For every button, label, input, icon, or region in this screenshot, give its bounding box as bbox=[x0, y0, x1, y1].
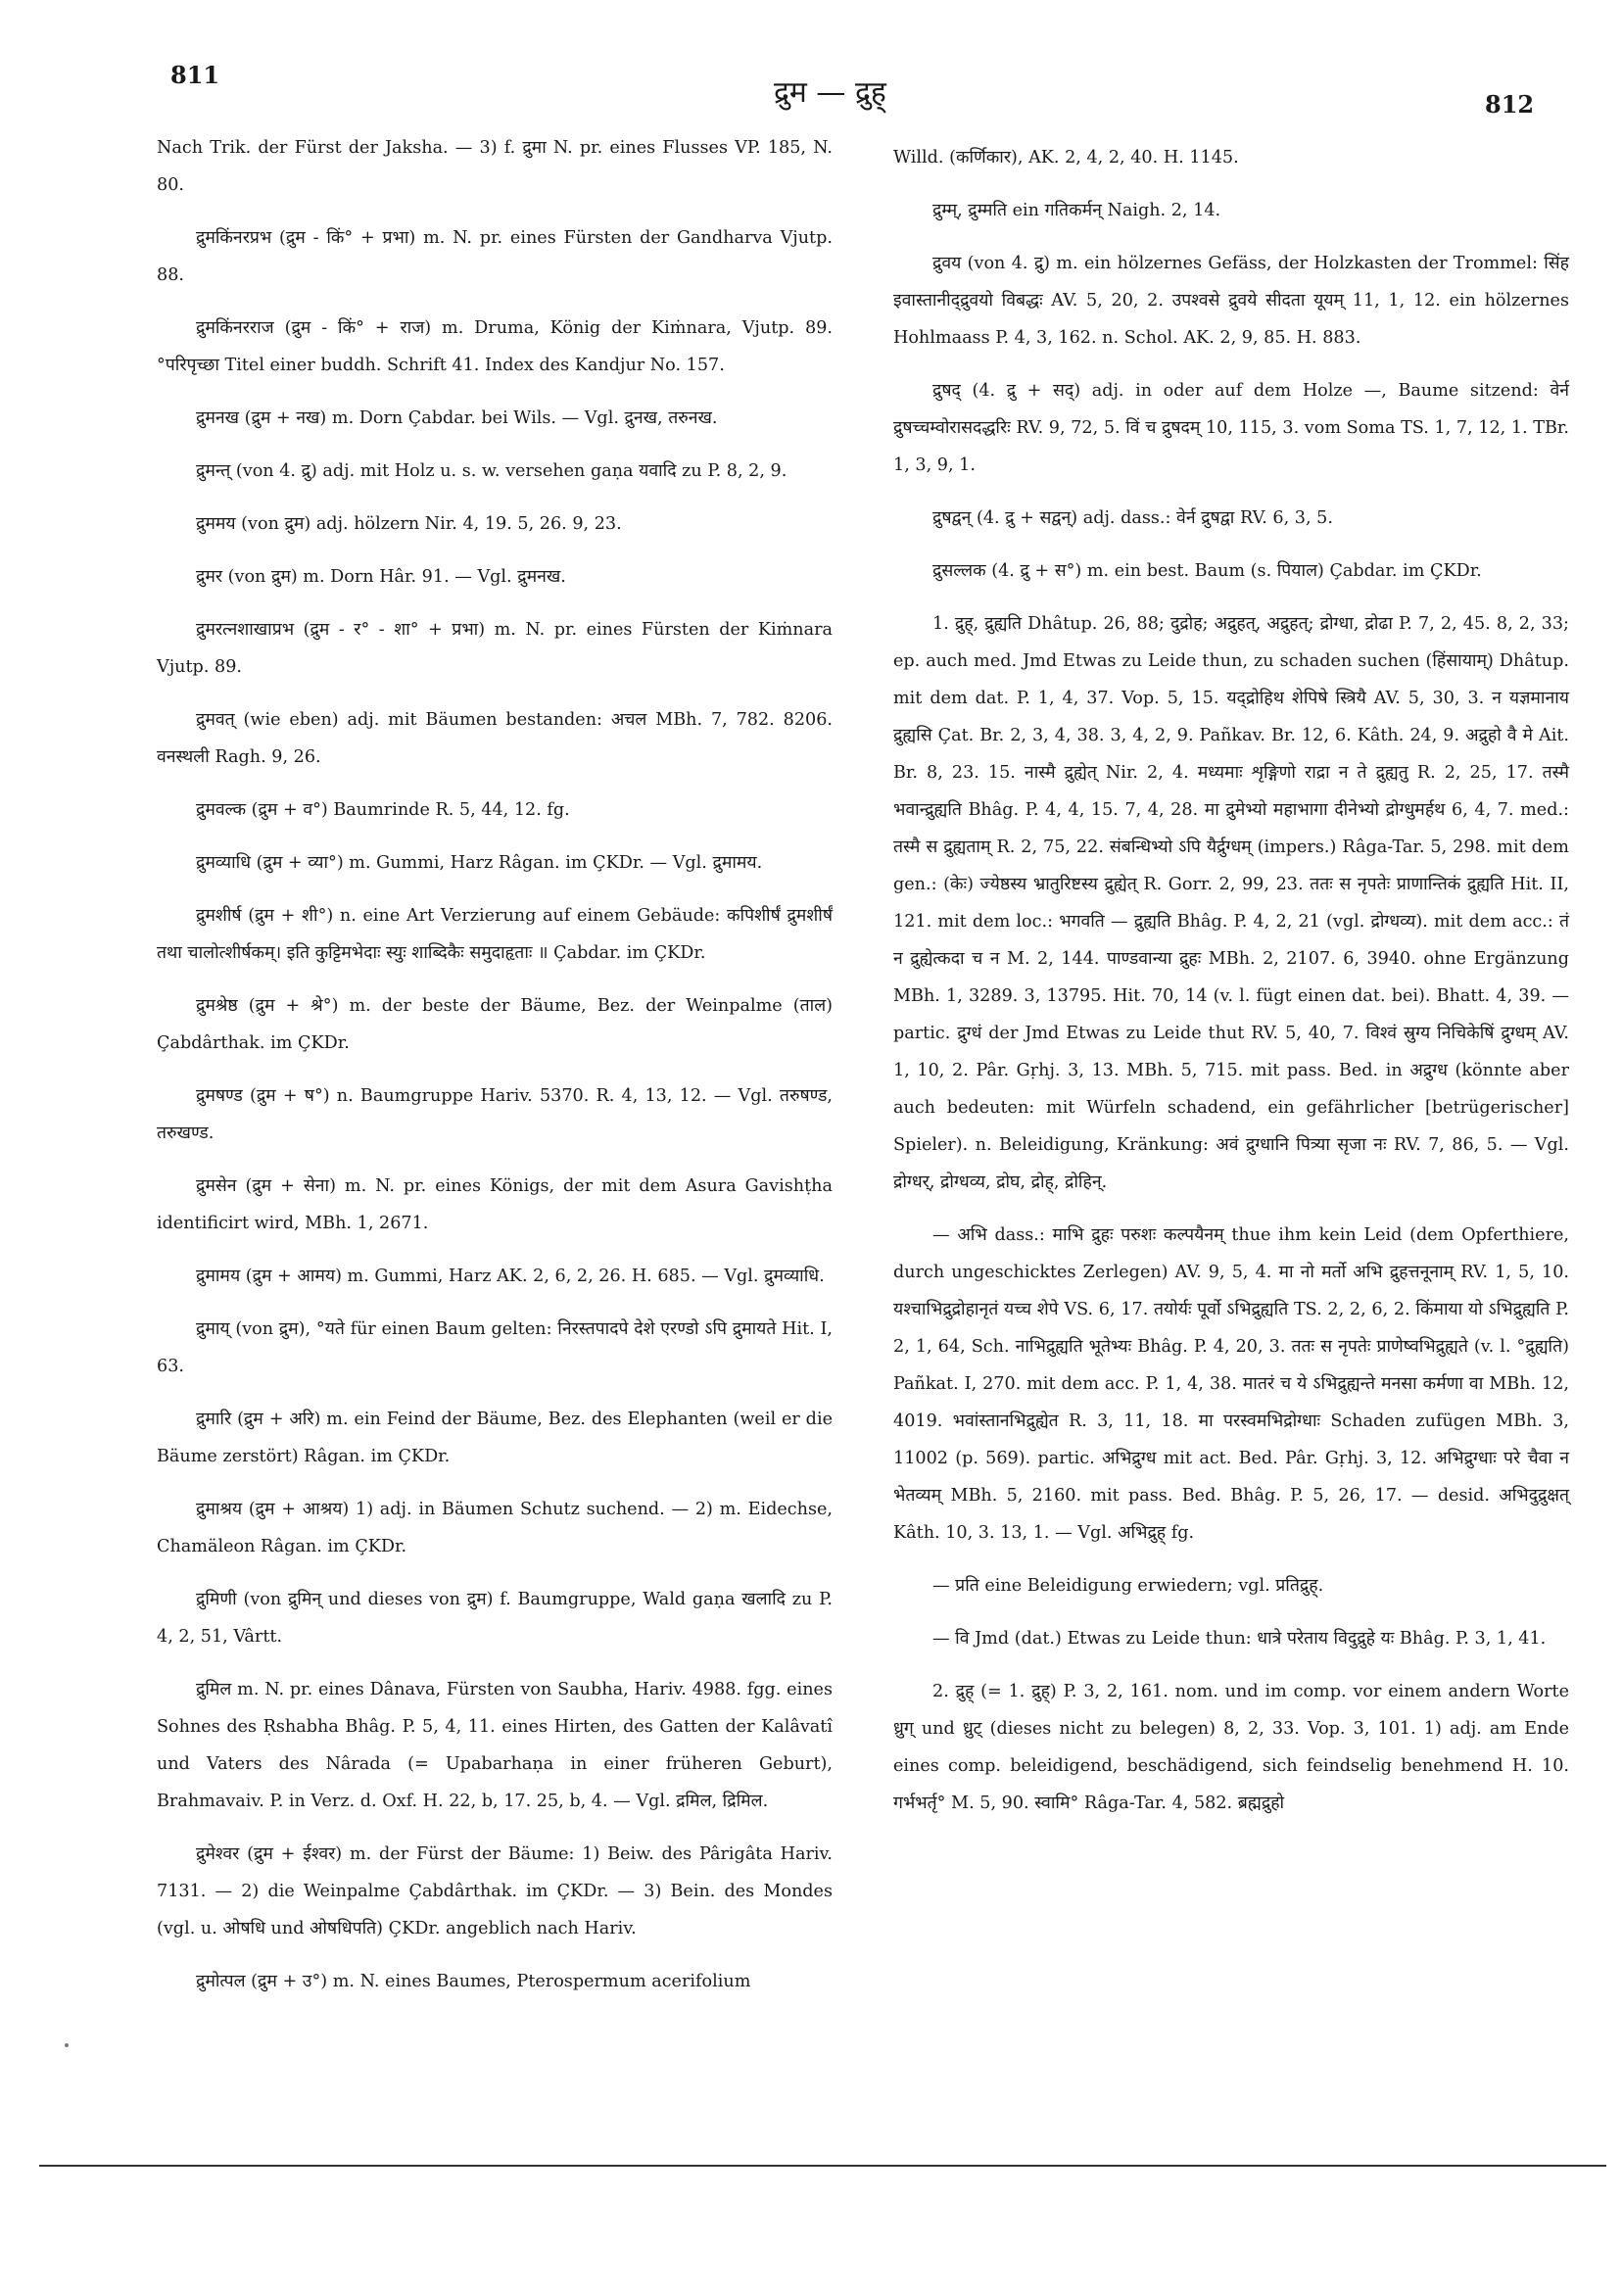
dictionary-entry: द्रुमिल m. N. pr. eines Dânava, Fürsten von Saubha, Hariv. 4988. fgg. eines Sohnes des Ṛshabha Bhâg. P. 5, 4, 11. eines Hirten, des Gatten der Kalâvatî und Vaters des Nârada (= Upabarhaṇa in einer früheren Geburt), Brahmavaiv. P. in Verz. d. Oxf. H. 22, b, 17. 25, b, 4. — Vgl. द्रमिल, द्रिमिल. bbox=[157, 1680, 833, 1811]
margin-speck bbox=[65, 2043, 69, 2047]
dictionary-entry: द्रुम्म्, द्रुम्मति ein गतिकर्मन् Naigh. 2, 14. bbox=[932, 201, 1221, 220]
dictionary-entry: द्रुमव्याधि (द्रुम + व्या°) m. Gummi, Harz Râgan. im ÇKDr. — Vgl. द्रुमामय. bbox=[196, 853, 763, 873]
dictionary-entry: द्रुमिणी (von द्रुमिन् und dieses von द्रुम) f. Baumgruppe, Wald gaṇa खलादि zu P. 4, 2, 51, Vârtt. bbox=[157, 1590, 833, 1647]
dictionary-entry: द्रुमषण्ड (द्रुम + ष°) n. Baumgruppe Hariv. 5370. R. 4, 13, 12. — Vgl. तरुषण्ड, तरुखण्ड. bbox=[157, 1086, 833, 1143]
dictionary-entry: द्रुमन्त् (von 4. द्रु) adj. mit Holz u. s. w. versehen gaṇa यवादि zu P. 8, 2, 9. bbox=[196, 461, 787, 481]
dictionary-entry: द्रुवय (von 4. द्रु) m. ein hölzernes Gefäss, der Holzkasten der Trommel: सिंह इवास्तानीद्द्रुवयो विबद्धः AV. 5, 20, 2. उपश्वसे द्रुवये सीदता यूयम् 11, 1, 12. ein hölzernes Hohlmaass P. 4, 3, 162. n. Schol. AK. 2, 9, 85. H. 883. bbox=[893, 254, 1569, 348]
dictionary-entry: द्रुमवत् (wie eben) adj. mit Bäumen bestanden: अचल MBh. 7, 782. 8206. वनस्थली Ragh. 9, 26. bbox=[157, 710, 833, 767]
dictionary-entry: द्रुमवल्क (द्रुम + व°) Baumrinde R. 5, 44, 12. fg. bbox=[196, 800, 570, 820]
dictionary-entry: द्रुमसेन (द्रुम + सेना) m. N. pr. eines Königs, der mit dem Asura Gavishṭha identificirt wird, MBh. 1, 2671. bbox=[157, 1176, 833, 1233]
dictionary-entry: द्रुमेश्वर (द्रुम + ईश्वर) m. der Fürst der Bäume: 1) Beiw. des Pârigâta Hariv. 7131. — 2) die Weinpalme Çabdârthak. im ÇKDr. — 3) Bein. des Mondes (vgl. u. ओषधि und ओषधिपति) ÇKDr. angeblich nach Hariv. bbox=[157, 1844, 833, 1938]
dictionary-entry: द्रुमनख (द्रुम + नख) m. Dorn Çabdar. bei Wils. — Vgl. द्रुनख, तरुनख. bbox=[196, 408, 718, 428]
right-column bbox=[893, 139, 1569, 2000]
dictionary-entry: द्रुममय (von द्रुम) adj. hölzern Nir. 4, 19. 5, 26. 9, 23. bbox=[196, 514, 622, 534]
left-column bbox=[157, 129, 833, 1991]
dictionary-entry: द्रुमारि (द्रुम + अरि) m. ein Feind der Bäume, Bez. des Elephanten (weil er die Bäume zerstört) Râgan. im ÇKDr. bbox=[157, 1410, 833, 1466]
dictionary-entry: द्रुमाय् (von द्रुम), °यते für einen Baum gelten: निरस्तपादपे देशे एरण्डो ऽपि द्रुमायते Hit. I, 63. bbox=[157, 1319, 833, 1376]
dictionary-entry: द्रुमकिंनरप्रभ (द्रुम - किं° + प्रभा) m. N. pr. eines Fürsten der Gandharva Vjutp. 88. bbox=[157, 228, 833, 285]
dictionary-entry: 1. द्रुह्, द्रुह्यति Dhâtup. 26, 88; दुद्रोह; अद्रुहत्, अद्रुहत्; द्रोग्धा, द्रोढा P. 7, 2, 45. 8, 2, 33; ep. auch med. Jmd Etwas zu Leide thun, zu schaden suchen (हिंसायाम्) Dhâtup. mit dem dat. P. 1, 4, 37. Vop. 5, 15. यद्द्रोहिथ शेपिषे स्त्रियै AV. 5, 30, 3. न यज्ञमानाय द्रुह्यसि Çat. Br. 2, 3, 4, 38. 3, 4, 2, 9. Pañkav. Br. 12, 6. Kâth. 24, 9. अद्रुहो वै मे Ait. Br. 8, 23. 15. नास्मै द्रुह्येत् Nir. 2, 4. मध्यमाः शृङ्गिणो राद्रा न ते द्रुह्यतु R. 2, 25, 17. तस्मै भवान्द्रुह्यति Bhâg. P. 4, 4, 15. 7, 4, 28. मा द्रुमेभ्यो महाभागा दीनेभ्यो द्रोग्धुमर्हथ 6, 4, 7. med.: तस्मै स द्रुह्यताम् R. 2, 75, 22. संबन्धिभ्यो ऽपि यैर्द्रुग्धम् (impers.) Râga-Tar. 5, 298. mit dem gen.: (केः) ज्येष्ठस्य भ्रातुरिष्टस्य द्रुह्येत् R. Gorr. 2, 99, 23. ततः स नृपतेः प्राणान्तिकं द्रुह्यति Hit. II, 121. mit dem loc.: भगवति — द्रुह्यति Bhâg. P. 4, 2, 21 (vgl. द्रोग्धव्य). mit dem acc.: तं न द्रुह्येत्कदा च न M. 2, 144. पाण्डवान्या द्रुहः MBh. 2, 2107. 6, 3940. ohne Ergänzung MBh. 1, 3289. 3, 13795. Hit. 70, 14 (v. l. fügt einen dat. bei). Bhatt. 4, 39. — partic. द्रुग्धं der Jmd Etwas zu Leide thut RV. 5, 40, 7. विश्वं स्रुग्य निचिकेषिं द्रुग्धम् AV. 1, 10, 2. Pâr. Gṛhj. 3, 13. MBh. 5, 715. mit pass. Bed. in अद्रुग्ध (könnte aber auch bedeuten: mit Würfeln schadend, ein gefährlicher [betrügerischer] Spieler). n. Beleidigung, Kränkung: अवं द्रुग्धानि पित्र्या सृजा नः RV. 7, 86, 5. — Vgl. द्रोग्धर्, द्रोग्धव्य, द्रोघ, द्रोह्, द्रोहिन्. bbox=[893, 614, 1569, 1192]
running-head: द्रुम — द्रुह् bbox=[774, 75, 886, 110]
dictionary-entry: द्रुसल्लक (4. द्रु + स°) m. ein best. Baum (s. पियाल) Çabdar. im ÇKDr. bbox=[932, 561, 1482, 581]
page-number-right: 812 bbox=[1485, 90, 1535, 119]
dictionary-entry: द्रुमकिंनरराज (द्रुम - किं° + राज) m. Druma, König der Kiṁnara, Vjutp. 89. °परिपृच्छा Titel einer buddh. Schrift 41. Index des Kandjur No. 157. bbox=[157, 318, 833, 375]
dictionary-entry: द्रुमाश्रय (द्रुम + आश्रय) 1) adj. in Bäumen Schutz suchend. — 2) m. Eidechse, Chamäleon Râgan. im ÇKDr. bbox=[157, 1500, 833, 1556]
dictionary-entry: — अभि dass.: माभि द्रुहः परुशः कल्पयैनम् thue ihm kein Leid (dem Opferthiere, durch ungeschicktes Zerlegen) AV. 9, 5, 4. मा नो मर्तो अभि द्रुहत्तनूनाम् RV. 1, 5, 10. यश्चाभिद्रुद्रोहानृतं यच्च शेपे VS. 6, 17. तयोर्यः पूर्वो ऽभिद्रुह्यति TS. 2, 2, 6, 2. किंमाया यो ऽभिद्रुह्यति P. 2, 1, 64, Sch. नाभिद्रुह्यति भूतेभ्यः Bhâg. P. 4, 20, 3. ततः स नृपतेः प्राणेष्वभिद्रुह्यते (v. l. °द्रुह्यति) Pañkat. I, 270. mit dem acc. P. 1, 4, 38. मातरं च ये ऽभिद्रुह्यन्ते मनसा कर्मणा वा MBh. 12, 4019. भवांस्तानभिद्रुह्येत R. 3, 11, 18. मा परस्वमभिद्रोग्धाः Schaden zufügen MBh. 3, 11002 (p. 569). partic. अभिद्रुग्ध mit act. Bed. Pâr. Gṛhj. 3, 12. अभिद्रुग्धाः परे चैवा न भेतव्यम् MBh. 5, 2160. mit pass. Bed. Bhâg. P. 5, 26, 17. — desid. अभिदुद्रुक्षत् Kâth. 10, 3. 13, 1. — Vgl. अभिद्रुह् fg. bbox=[893, 1225, 1569, 1543]
dictionary-entry: द्रुमामय (द्रुम + आमय) m. Gummi, Harz AK. 2, 6, 2, 26. H. 685. — Vgl. द्रुमव्याधि. bbox=[196, 1267, 825, 1286]
dictionary-entry: Nach Trik. der Fürst der Jaksha. — 3) f. द्रुमा N. pr. eines Flusses VP. 185, N. 80. bbox=[157, 138, 833, 195]
dictionary-entry: द्रुषद्वन् (4. द्रु + सद्वन्) adj. dass.: वेर्न द्रुषद्वा RV. 6, 3, 5. bbox=[932, 508, 1333, 528]
dictionary-entry: द्रुमरत्नशाखाप्रभ (द्रुम - र° - शा° + प्रभा) m. N. pr. eines Fürsten der Kiṁnara Vjutp. 89. bbox=[157, 620, 833, 677]
page-bottom-rule bbox=[39, 2165, 1606, 2167]
page-number-left: 811 bbox=[170, 61, 220, 89]
dictionary-entry: द्रुषद् (4. द्रु + सद्) adj. in oder auf dem Holze —, Baume sitzend: वेर्न द्रुषच्चम्वोरासदद्धरिः RV. 9, 72, 5. विं च द्रुषदम् 10, 115, 3. vom Soma TS. 1, 7, 12, 1. TBr. 1, 3, 9, 1. bbox=[893, 381, 1569, 475]
dictionary-entry: — प्रति eine Beleidigung erwiedern; vgl. प्रतिद्रुह्. bbox=[932, 1576, 1324, 1596]
dictionary-entry: Willd. (कर्णिकार), AK. 2, 4, 2, 40. H. 1145. bbox=[893, 148, 1239, 167]
dictionary-entry: द्रुमशीर्ष (द्रुम + शी°) n. eine Art Verzierung auf einem Gebäude: कपिशीर्षं द्रुमशीर्षं तथा चालोत्शीर्षकम्। इति कुट्टिमभेदाः स्युः शाब्दिकैः समुदाहृताः ॥ Çabdar. im ÇKDr. bbox=[157, 906, 833, 963]
dictionary-entry: द्रुमर (von द्रुम) m. Dorn Hâr. 91. — Vgl. द्रुमनख. bbox=[196, 567, 566, 587]
dictionary-entry: द्रुमोत्पल (द्रुम + उ°) m. N. eines Baumes, Pterospermum acerifolium bbox=[196, 1972, 751, 1991]
dictionary-entry: द्रुमश्रेष्ठ (द्रुम + श्रे°) m. der beste der Bäume, Bez. der Weinpalme (ताल) Çabdârthak. im ÇKDr. bbox=[157, 996, 833, 1053]
dictionary-entry: — वि Jmd (dat.) Etwas zu Leide thun: धात्रे परेताय विदुद्रुहे यः Bhâg. P. 3, 1, 41. bbox=[932, 1629, 1547, 1649]
dictionary-entry: 2. द्रुह् (= 1. द्रुह्) P. 3, 2, 161. nom. und im comp. vor einem andern Worte ध्रुग् und ध्रुट् (dieses nicht zu belegen) 8, 2, 33. Vop. 3, 101. 1) adj. am Ende eines comp. beleidigend, beschädigend, sich feindselig benehmend H. 10. गर्भभर्तृ° M. 5, 90. स्वामि° Râga-Tar. 4, 582. ब्रह्मद्रुहो bbox=[893, 1682, 1569, 1813]
